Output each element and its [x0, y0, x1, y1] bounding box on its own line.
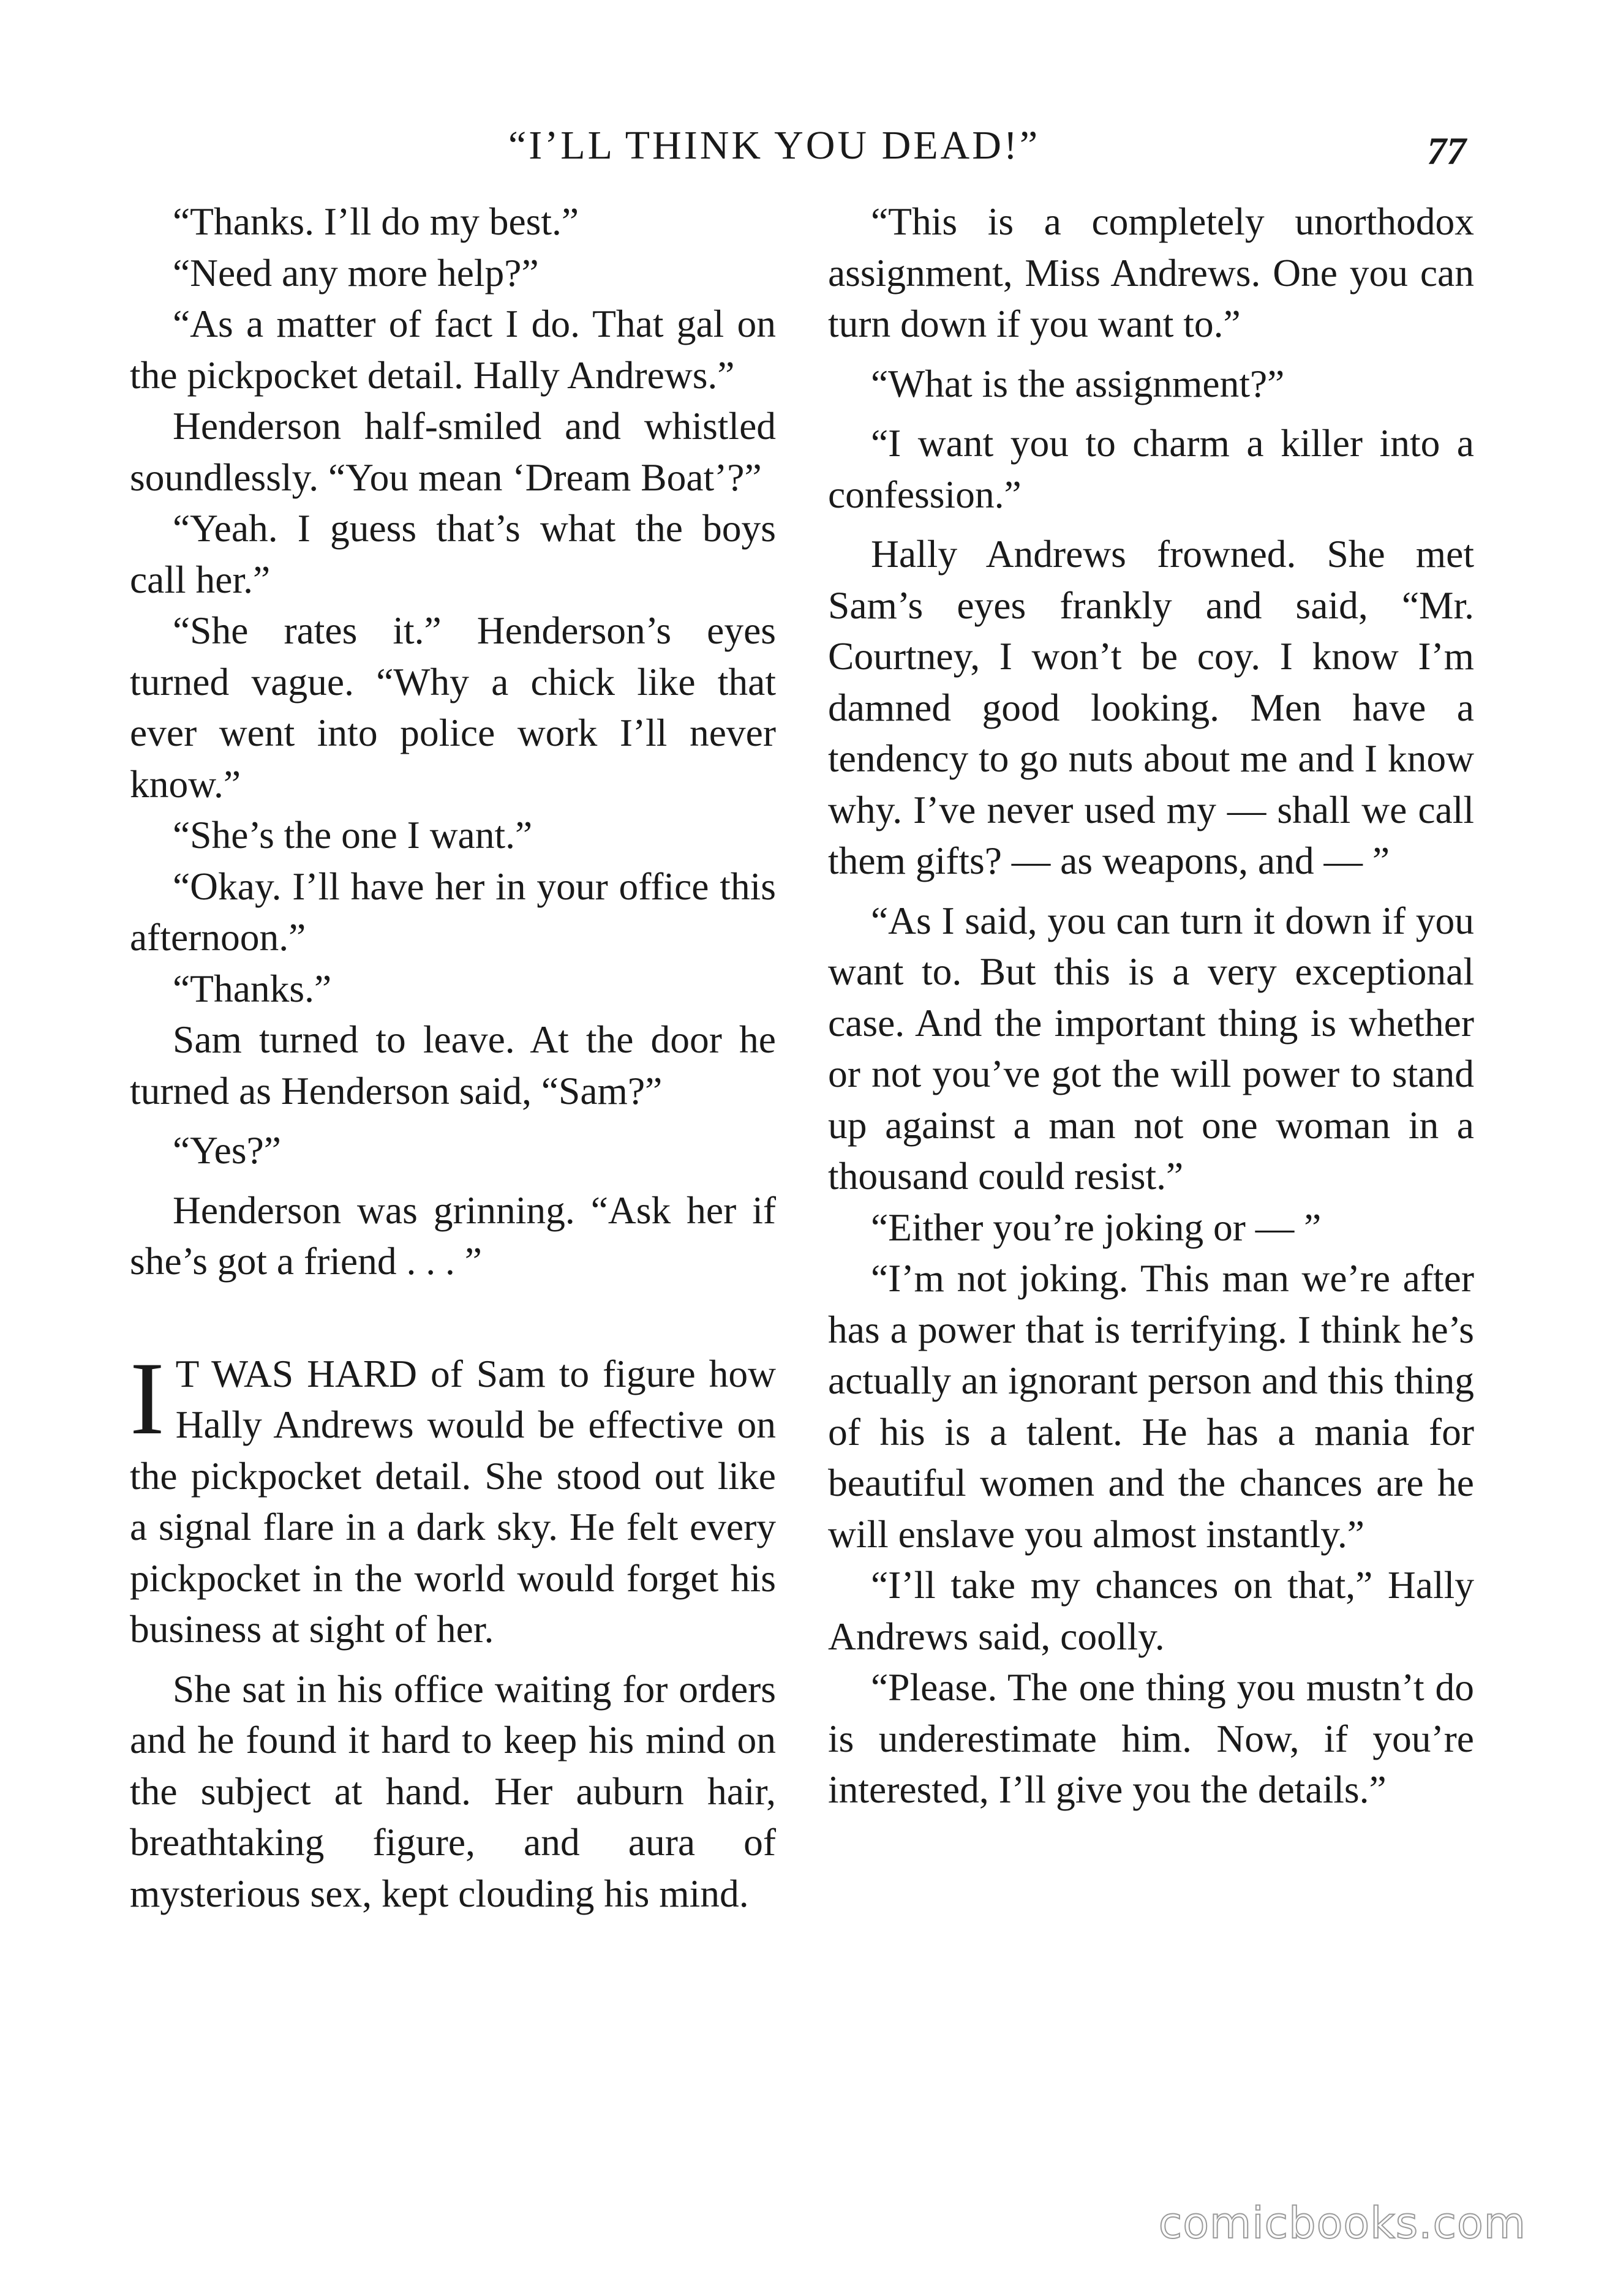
lead-in: T WAS HARD	[175, 1351, 418, 1395]
paragraph: “She’s the one I want.”	[173, 813, 533, 857]
paragraph: “Thanks. I’ll do my best.”	[173, 200, 579, 243]
section-break	[130, 1287, 776, 1348]
right-column	[828, 196, 1474, 1815]
left-column	[130, 196, 776, 1919]
paragraph-text: of Sam to figure how Hally Andrews would be effective on the pickpocket detail. She stood out like a signal flare in a dark sky. He felt every pickpocket in the world would forget his business at sight of her.	[130, 1351, 776, 1651]
paragraph: “I want you to charm a killer into a confession.”	[828, 421, 1474, 516]
paragraph: “Okay. I’ll have her in your office this afternoon.”	[130, 864, 776, 959]
paragraph: “What is the assignment?”	[871, 361, 1285, 405]
drop-cap: I	[130, 1340, 165, 1456]
paragraph: “Either you’re joking or — ”	[871, 1205, 1322, 1249]
paragraph: “As I said, you can turn it down if you want to. But this is a very exceptional case. And the important thing is whether or not you’ve got the will power to stand up against a man not one woman in a thousand could resist.”	[828, 898, 1474, 1198]
page-number: 77	[1427, 129, 1466, 173]
running-title: “I’LL THINK YOU DEAD!”	[508, 123, 1041, 168]
paragraph: Sam turned to leave. At the door he turned as Henderson said, “Sam?”	[130, 1018, 776, 1112]
paragraph: “As a matter of fact I do. That gal on the pickpocket detail. Hally Andrews.”	[130, 302, 776, 397]
paragraph: Hally Andrews frowned. She met Sam’s eyes frankly and said, “Mr. Courtney, I won’t be coy. I know I’m damned good looking. Men have a tendency to go nuts about me and I know why. I’ve never used my — shall we call them gifts? — as weapons, and — ”	[828, 532, 1474, 882]
paragraph: “I’m not joking. This man we’re after has a power that is terrifying. I think he’s actually an ignorant person and this thing of his is a talent. He has a mania for beautiful women and the chances are he will enslave you almost instantly.”	[828, 1256, 1474, 1556]
paragraph: “Yes?”	[173, 1128, 281, 1172]
paragraph: Henderson half-smiled and whistled soundlessly. “You mean ‘Dream Boat’?”	[130, 404, 776, 499]
paragraph: “Need any more help?”	[173, 250, 539, 295]
paragraph: “This is a completely unorthodox assignment, Miss Andrews. One you can turn down if you want to.”	[828, 200, 1474, 345]
paragraph: She sat in his office waiting for orders and he found it hard to keep his mind on the subject at hand. Her auburn hair, breathtaking figure, and aura of mysterious sex, kept clouding his mind.	[130, 1667, 776, 1915]
paragraph: “She rates it.” Henderson’s eyes turned vague. “Why a chick like that ever went into police work I’ll never know.”	[130, 609, 776, 806]
paragraph: “Please. The one thing you mustn’t do is underestimate him. Now, if you’re interested, I’ll give you the details.”	[828, 1665, 1474, 1811]
paragraph: “Yeah. I guess that’s what the boys call her.”	[130, 506, 776, 601]
paragraph: “Thanks.”	[173, 966, 332, 1010]
section-opening-paragraph	[130, 1340, 776, 1655]
paragraph: “I’ll take my chances on that,” Hally Andrews said, coolly.	[828, 1563, 1474, 1658]
page-header	[0, 122, 1607, 171]
watermark: comicbooks.com	[1158, 2198, 1526, 2248]
paragraph: Henderson was grinning. “Ask her if she’s got a friend . . . ”	[130, 1188, 776, 1283]
